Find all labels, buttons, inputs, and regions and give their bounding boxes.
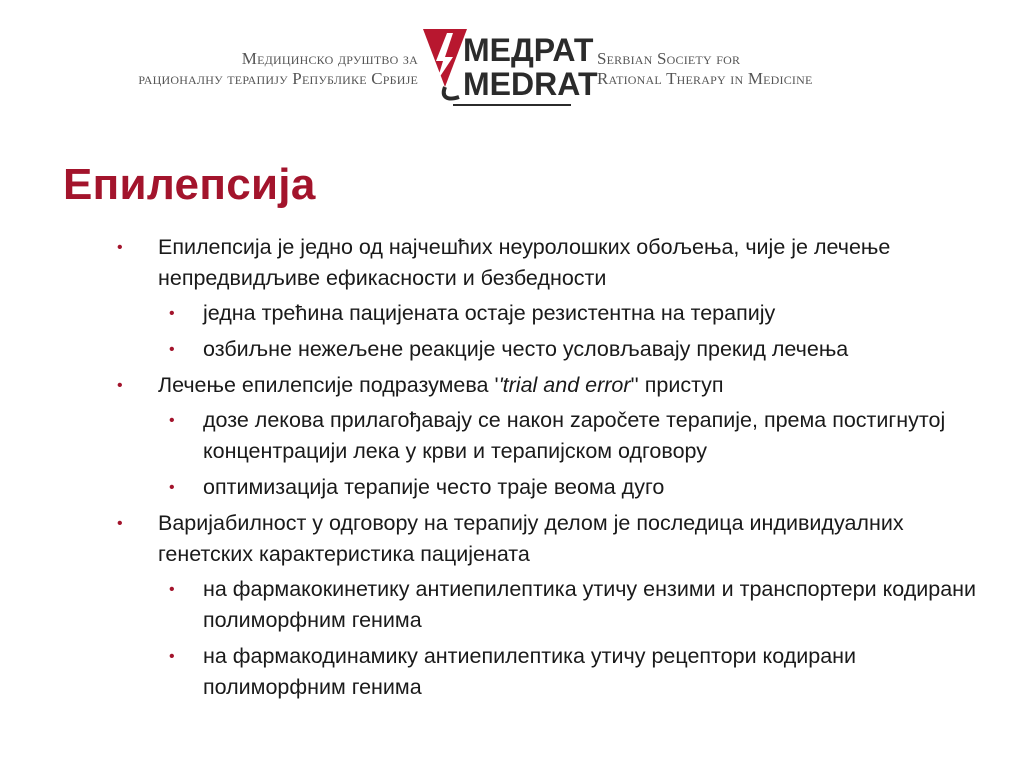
bullet-text: оптимизација терапије често траје веома дуго — [203, 475, 665, 499]
org-name-serbian-line1: Медицинско друштво за — [241, 49, 418, 68]
bullet-marker: • — [169, 341, 175, 358]
slide-header — [0, 0, 1024, 118]
org-name-english — [597, 49, 813, 89]
bullet-text: једна трећина пацијената остаје резистентна на терапију — [203, 301, 776, 325]
bullet-marker: • — [169, 305, 175, 322]
bullet-text: Епилепсија је једно од најчешћих неуролошких обољења, чије је лечење непредвидљиве ефикасности и безбедности — [158, 235, 891, 290]
org-name-english-line2: Rational Therapy in Medicine — [597, 69, 813, 88]
org-name-serbian-line2: рационалну терапију Републике Србије — [138, 69, 418, 88]
slide-title: Епилепсија — [63, 160, 316, 209]
bullet-marker: • — [117, 377, 123, 394]
bullet-text — [158, 373, 724, 397]
org-name-english-line1: Serbian Society for — [597, 49, 741, 68]
medrat-logo-graphic — [423, 27, 598, 111]
bullet-text: дозе лекова прилагођавају се након započете терапије, према постигнутој концентрацији лека у крви и терапијском одговору — [203, 408, 946, 463]
bullet-item — [0, 232, 1024, 294]
sub-bullet-item — [0, 472, 1024, 503]
bullet-text: Варијабилност у одговору на терапију делом је последица индивидуалних генетских карактеристика пацијената — [158, 511, 904, 566]
bullet-text-after: '' приступ — [630, 373, 724, 397]
bullet-text-italic: 'trial and error — [498, 373, 631, 397]
sub-bullet-item — [0, 405, 1024, 467]
sub-bullet-item — [0, 298, 1024, 329]
logo-word-top: МЕДРАТ — [463, 32, 594, 68]
sub-bullet-item — [0, 641, 1024, 703]
bullet-item — [0, 370, 1024, 401]
bullet-text-before: Лечење епилепсије подразумева ' — [158, 373, 499, 397]
sub-bullet-item — [0, 334, 1024, 365]
sub-bullet-item — [0, 574, 1024, 636]
bullet-text: озбиљне нежељене реакције често условљавају прекид лечења — [203, 337, 849, 361]
medrat-logo — [423, 27, 598, 111]
org-name-serbian — [138, 49, 418, 89]
bullet-marker: • — [169, 581, 175, 598]
bullet-marker: • — [169, 479, 175, 496]
bullet-text: на фармакодинамику антиепилептика утичу рецептори кодирани полиморфним генима — [203, 644, 857, 699]
bullet-list — [0, 232, 1024, 708]
bullet-marker: • — [117, 239, 123, 256]
logo-word-bottom: MEDRAT — [463, 66, 598, 102]
bullet-marker: • — [169, 648, 175, 665]
bullet-item — [0, 508, 1024, 570]
bullet-text: на фармакокинетику антиепилептика утичу ензими и транспортери кодирани полиморфним генима — [203, 577, 977, 632]
bullet-marker: • — [117, 515, 123, 532]
bullet-marker: • — [169, 412, 175, 429]
